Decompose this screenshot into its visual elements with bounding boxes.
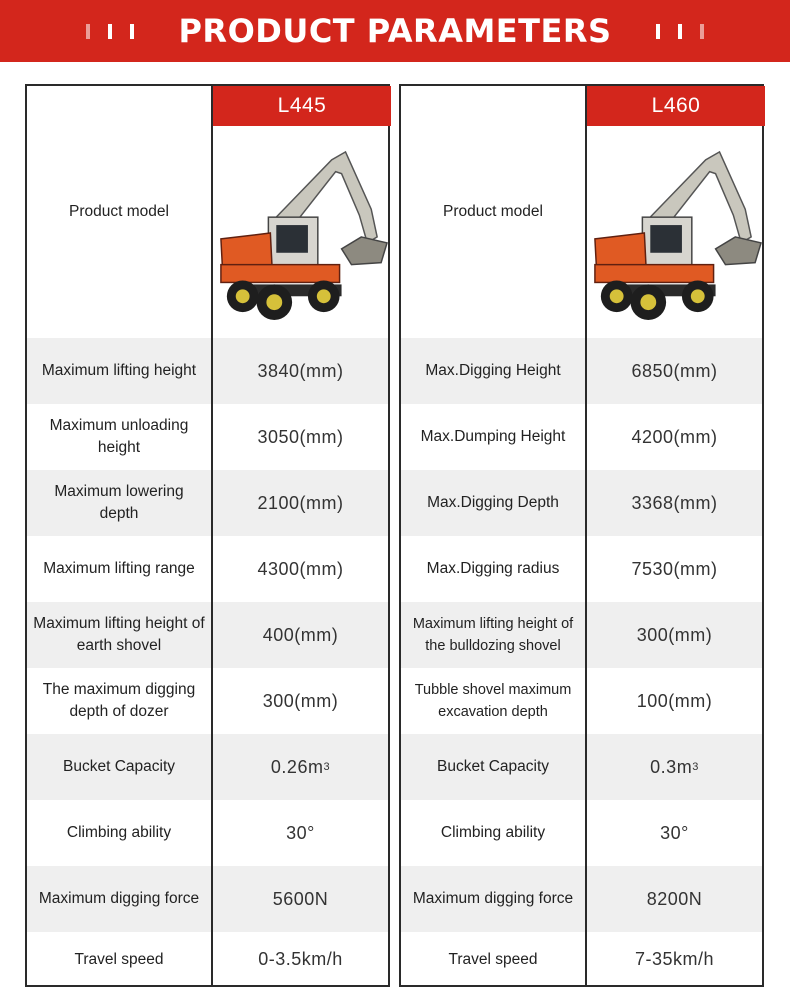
spec-value: 2100(mm) [211,470,388,536]
spec-value: 0-3.5km/h [211,932,388,987]
spec-row [401,800,762,866]
spec-value: 6850(mm) [585,338,762,404]
model-label: Product model [443,203,543,220]
spec-value: 30° [585,800,762,866]
spec-label: Maximum digging force [38,890,200,907]
spec-value: 4200(mm) [585,404,762,470]
spec-label: The maximum digging depth of dozer [42,681,196,720]
spec-row [27,470,388,536]
spec-value: 7-35km/h [585,932,762,987]
spec-value: 400(mm) [211,602,388,668]
spec-value: 3368(mm) [585,470,762,536]
spec-label: Maximum unloading height [49,417,189,456]
bucket-value: 0.3m [650,756,693,777]
spec-label: Maximum lifting height of the bulldozing shovel [412,616,574,654]
model-name: L460 [587,86,765,126]
spec-table-l445 [25,84,390,987]
spec-label: Maximum lifting range [43,560,195,577]
spec-value: 300(mm) [585,602,762,668]
spec-value [585,734,762,800]
spec-value: 300(mm) [211,668,388,734]
spec-row [27,734,388,800]
spec-label: Climbing ability [66,824,172,841]
spec-label: Max.Digging Height [425,362,561,379]
spec-table-l460 [399,84,764,987]
bucket-unit-exponent: 3 [692,761,699,773]
decorative-bars-left [86,24,134,39]
spec-value [211,734,388,800]
excavator-icon [587,126,765,338]
spec-row [401,932,762,987]
spec-row [401,338,762,404]
spec-row [27,668,388,734]
spec-value: 4300(mm) [211,536,388,602]
spec-label: Climbing ability [440,824,546,841]
model-row [27,86,388,338]
spec-value: 7530(mm) [585,536,762,602]
spec-row [27,932,388,987]
spec-row [401,668,762,734]
spec-row [401,470,762,536]
spec-row [27,800,388,866]
spec-row [27,404,388,470]
spec-row [27,866,388,932]
spec-row [401,734,762,800]
model-row [401,86,762,338]
page-title: PRODUCT PARAMETERS [178,12,612,50]
spec-row [401,602,762,668]
model-cell [211,86,391,338]
spec-row [401,404,762,470]
bucket-unit-exponent: 3 [323,761,331,773]
spec-value: 100(mm) [585,668,762,734]
spec-label: Maximum lifting height of earth shovel [33,615,205,654]
spec-row [27,602,388,668]
spec-label: Maximum lowering depth [54,483,184,522]
spec-row [401,536,762,602]
spec-value: 3050(mm) [211,404,388,470]
spec-label: Bucket Capacity [437,758,549,775]
model-name: L445 [213,86,391,126]
spec-label: Max.Digging radius [426,560,560,577]
header-banner [0,0,790,62]
excavator-icon [213,126,391,338]
spec-row [27,536,388,602]
spec-label: Maximum digging force [412,890,574,907]
model-cell [585,86,765,338]
spec-value: 3840(mm) [211,338,388,404]
spec-value: 30° [211,800,388,866]
spec-label: Travel speed [74,950,164,968]
spec-label: Maximum lifting height [41,362,197,379]
spec-label: Max.Digging Depth [427,494,559,511]
spec-label: Max.Dumping Height [420,428,566,445]
spec-row [401,866,762,932]
decorative-bars-right [656,24,704,39]
model-label: Product model [69,203,169,220]
spec-value: 5600N [211,866,388,932]
spec-label: Travel speed [448,950,538,968]
spec-value: 8200N [585,866,762,932]
bucket-value: 0.26m [270,756,324,777]
spec-label: Tubble shovel maximum excavation depth [414,682,572,720]
spec-row [27,338,388,404]
spec-label: Bucket Capacity [63,758,175,775]
